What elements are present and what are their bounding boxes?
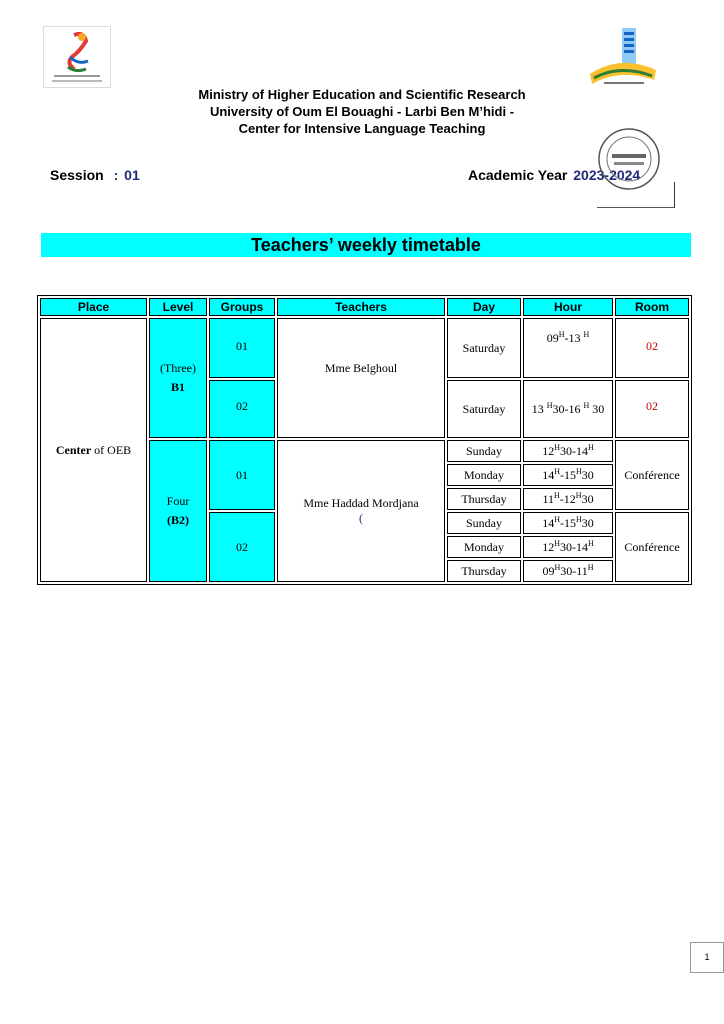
room-cell: Conférence [615,440,689,510]
academic-year-label: Academic Year [468,167,568,183]
room-cell: 02 [615,380,689,438]
hour-cell: $12^H30-14^H$ [523,536,613,558]
place-bold: Center [55,442,92,457]
group-cell: 01 [209,318,275,378]
room-cell: Conférence [615,512,689,582]
teacher-haddad-name: Mme Haddad Mordjana [303,496,419,510]
day-cell: Thursday [447,560,521,582]
table-row [40,318,689,378]
teacher-haddad-extra: ( [359,511,363,525]
timetable-title: Teachers’ weekly timetable [41,233,691,257]
hour-cell: 13 $^H$30-16 $^H$ 30 [523,380,613,438]
university-line: University of Oum El Bouaghi - Larbi Ben M’hidi - [209,104,515,119]
group-cell: 02 [209,380,275,438]
header-place: Place [40,298,147,316]
stamp-signature-mark [674,182,675,208]
hour-cell: $14^H-15^H30$ [523,464,613,486]
timetable-table [37,295,692,585]
university-logo-icon [584,24,662,88]
level-b2-line2: (B2) [167,513,189,527]
session-colon: : [113,167,119,183]
group-cell: 01 [209,440,275,510]
center-line: Center for Intensive Language Teaching [238,121,486,136]
session-label: Session [50,167,104,183]
day-cell: Saturday [447,318,521,378]
page-number: 1 [690,942,724,973]
hour-cell: $14^H-15^H30$ [523,512,613,534]
hour-cell: $09^H-13$ $^H$ [523,318,613,378]
place-rest: of OEB [91,442,132,457]
header-room: Room [615,298,689,316]
hour-cell: $09^H30-11^H$ [523,560,613,582]
place-cell [40,318,147,582]
academic-year-value: 2023-2024 [573,167,641,183]
stamp-signature-line [597,207,675,208]
header-level: Level [149,298,207,316]
group-cell: 02 [209,512,275,582]
official-stamp-icon [596,126,662,192]
header-hour: Hour [523,298,613,316]
level-b2-cell [149,440,207,582]
hour-cell: $12^H30-14^H$ [523,440,613,462]
day-cell: Monday [447,536,521,558]
room-cell: 02 [615,318,689,378]
header-groups: Groups [209,298,275,316]
session-info [50,167,140,183]
teacher-haddad-cell [277,440,445,582]
center-logo-icon [43,26,111,88]
level-b2-line1: Four [166,494,190,508]
header-teachers: Teachers [277,298,445,316]
header-day: Day [447,298,521,316]
day-cell: Monday [447,464,521,486]
day-cell: Thursday [447,488,521,510]
table-header-row [40,298,689,316]
day-cell: Saturday [447,380,521,438]
level-b1-cell [149,318,207,438]
day-cell: Sunday [447,440,521,462]
hour-cell: $11^H-12^H30$ [523,488,613,510]
level-b1-line2: B1 [170,380,185,394]
level-b1-line1: (Three) [160,361,196,375]
day-cell: Sunday [447,512,521,534]
teacher-belghoul-cell: Mme Belghoul [277,318,445,438]
ministry-line: Ministry of Higher Education and Scientific Research [198,87,526,102]
session-value: 01 [124,167,140,183]
